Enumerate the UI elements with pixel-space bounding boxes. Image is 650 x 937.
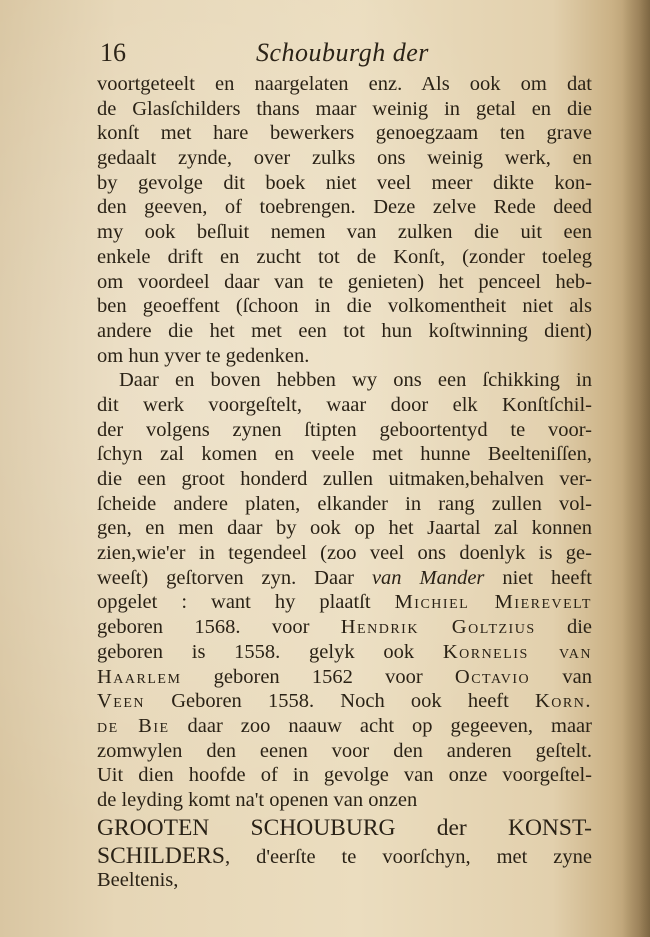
text-segment: Geboren 1558. Noch ook heeft (145, 690, 535, 713)
text-line (97, 566, 592, 591)
text-line (97, 121, 592, 146)
body-text (97, 72, 592, 893)
text-segment: my ook beſluit nemen van zulken die uit een (97, 221, 592, 244)
text-line (97, 146, 592, 171)
text-segment: die een groot honderd zullen uitmaken,behalven ver- (97, 468, 592, 490)
small-caps-name: Haarlem (97, 665, 182, 688)
text-line (97, 294, 592, 319)
italic-name: van Mander (371, 566, 485, 589)
text-line (97, 319, 592, 344)
text-segment: der volgens zynen ſtipten geboortentyd te voor- (97, 418, 592, 441)
text-segment: den geeven, of toebrengen. Deze zelve Rede deed (97, 196, 592, 219)
text-line (97, 344, 592, 369)
text-segment: daar zoo naauw acht op gegeeven, maar (169, 714, 592, 737)
small-caps-name: Octavio (454, 665, 531, 688)
text-line (97, 541, 592, 566)
small-caps-name: Hendrik Goltzius (340, 616, 536, 639)
text-line (97, 714, 592, 739)
text-segment: gedaalt zynde, over zulks ons weinig werk, en (97, 147, 592, 170)
text-segment: Uit dien hoofde of in gevolge van onze voorgeſtel- (97, 764, 592, 787)
book-title-text: SCHILDERS (97, 843, 225, 869)
text-line (97, 442, 592, 467)
small-caps-name: Korn. (535, 690, 592, 713)
text-segment: de leyding komt na't openen van onzen (97, 788, 418, 811)
text-line (97, 220, 592, 245)
text-segment: andere die het met een tot hun koſtwinning dient) (97, 319, 592, 342)
text-segment: geboren 1562 voor (181, 665, 455, 688)
text-segment: dit werk voorgeſtelt, waar door elk Konſtſchil- (97, 393, 592, 416)
book-title-text: GROOTEN SCHOUBURG der KONST- (97, 814, 592, 841)
small-caps-name: Veen (97, 690, 146, 713)
text-line (97, 97, 592, 122)
small-caps-name: de Bie (97, 714, 170, 737)
title-line (97, 813, 592, 844)
text-segment: konſt met hare bewerkers genoegzaam ten grave (97, 122, 592, 145)
text-line (97, 763, 592, 788)
text-line (97, 590, 592, 615)
text-line (97, 245, 592, 270)
text-segment: by gevolge dit boek niet veel meer dikte kon- (97, 171, 592, 194)
text-line (97, 788, 592, 813)
text-segment: geboren 1568. voor (97, 616, 341, 639)
page-gutter-shadow (622, 0, 650, 937)
text-line (97, 492, 592, 517)
page-number: 16 (100, 38, 126, 67)
text-segment: gen, en men daar by ook op het Jaartal zal konnen (97, 517, 592, 540)
text-line (97, 418, 592, 443)
text-segment: enkele drift en zucht tot de Konſt, (zonder toeleg (97, 245, 592, 268)
text-segment: zien,wie'er in tegendeel (zoo veel ons doenlyk is ge- (97, 542, 592, 565)
text-line (97, 72, 592, 97)
text-segment: die (535, 616, 592, 639)
text-segment: opgelet : want hy plaatſt (97, 591, 395, 614)
paragraph-start-line (97, 368, 592, 393)
text-line (97, 739, 592, 764)
text-line (97, 270, 592, 295)
text-segment: om voordeel daar van te genieten) het penceel heb- (97, 270, 592, 293)
text-line (97, 868, 592, 893)
text-segment: ſcheide andere platen, elkander in rang zullen vol- (97, 492, 592, 515)
text-segment: geboren is 1558. gelyk ook (97, 640, 443, 663)
page-header (100, 34, 580, 70)
text-segment: van (530, 665, 592, 688)
text-line (97, 640, 592, 665)
small-caps-name: Kornelis van (442, 640, 592, 663)
text-segment: , d'eerſte te voorſchyn, met zyne (224, 845, 592, 868)
text-segment: ſchyn zal komen en veele met hunne Beelteniſſen, (97, 443, 592, 466)
text-segment: zomwylen den eenen voor den anderen geſtelt. (97, 739, 592, 762)
text-segment: Daar en boven hebben wy ons een ſchikking in (119, 369, 592, 392)
text-line (97, 665, 592, 690)
text-segment: om hun yver te gedenken. (97, 344, 310, 367)
text-line (97, 195, 592, 220)
text-segment: ben geoeffent (ſchoon in die volkomentheit niet als (97, 295, 592, 318)
text-line (97, 615, 592, 640)
text-line (97, 171, 592, 196)
text-segment: de Glasſchilders thans maar weinig in getal en die (97, 97, 592, 120)
text-segment: voortgeteelt en naargelaten enz. Als ook om dat (97, 73, 592, 95)
text-line (97, 516, 592, 541)
running-head: Schouburgh der (256, 38, 429, 67)
text-segment: niet heeft (484, 566, 592, 589)
text-line (97, 689, 592, 714)
text-segment: Beeltenis, (97, 869, 179, 892)
text-line (97, 393, 592, 418)
small-caps-name: Michiel Mierevelt (394, 591, 592, 614)
text-line (97, 844, 592, 869)
text-line (97, 467, 592, 492)
text-segment: weeſt) geſtorven zyn. Daar (97, 566, 372, 589)
